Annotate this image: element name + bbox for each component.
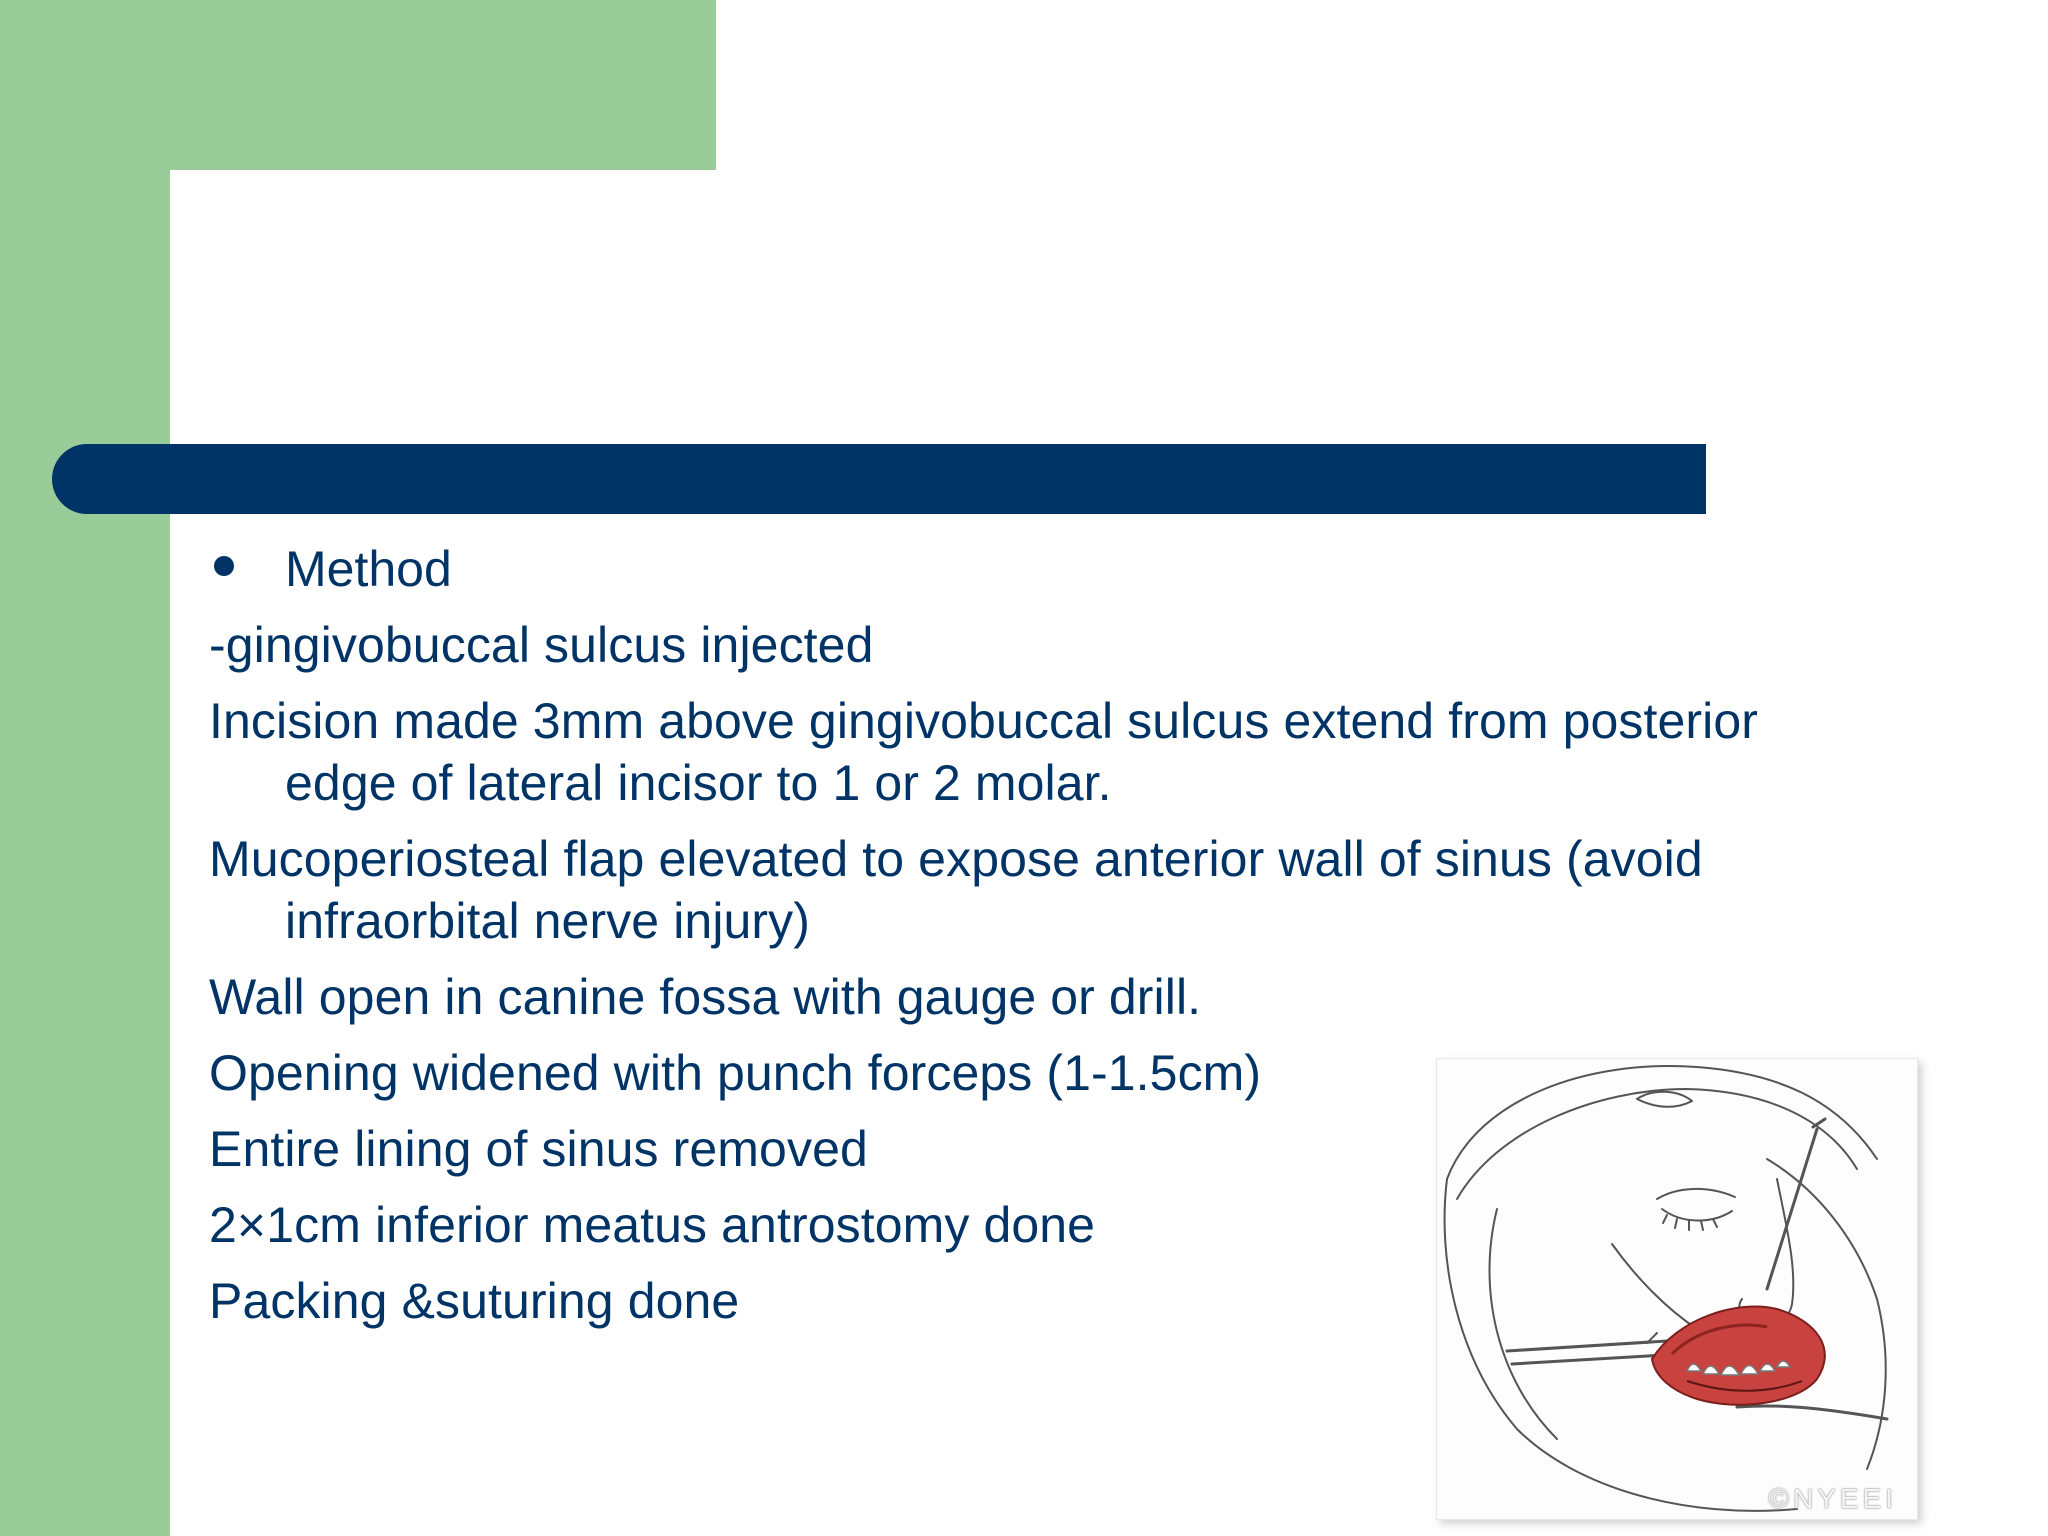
text-line: Opening widened with punch forceps (1-1.5cm) <box>209 1045 1262 1101</box>
surgical-illustration <box>1436 1058 1918 1520</box>
bullet-item-method <box>209 538 1769 600</box>
green-corner-block <box>0 0 716 170</box>
bullet-dot-icon <box>214 556 234 576</box>
bullet-text: Method <box>285 541 452 597</box>
title-bar <box>52 444 1706 514</box>
watermark-text: ©NYEEI <box>1768 1483 1897 1514</box>
surgical-illustration-icon <box>1437 1059 1917 1519</box>
text-line: 2×1cm inferior meatus antrostomy done <box>209 1197 1096 1253</box>
text-line: Mucoperiosteal flap elevated to expose anterior wall of sinus (avoid infraorbital nerve injury) <box>209 831 1703 949</box>
text-line: -gingivobuccal sulcus injected <box>209 617 874 673</box>
text-line: Packing &suturing done <box>209 1273 740 1329</box>
green-side-strip <box>0 0 170 1536</box>
text-line: Entire lining of sinus removed <box>209 1121 868 1177</box>
text-line: Wall open in canine fossa with gauge or drill. <box>209 969 1202 1025</box>
text-line: Incision made 3mm above gingivobuccal sulcus extend from posterior edge of lateral incisor to 1 or 2 molar. <box>209 693 1759 811</box>
